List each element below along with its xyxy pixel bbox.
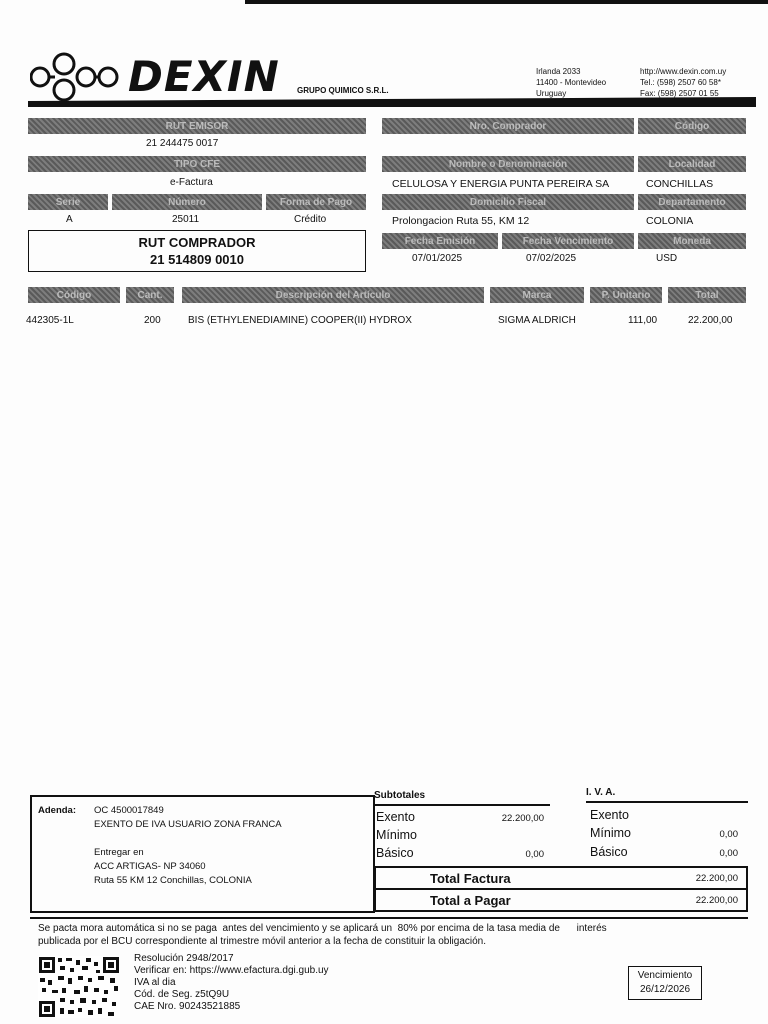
col-marca-header: Marca: [490, 287, 584, 303]
adenda-line: EXENTO DE IVA USUARIO ZONA FRANCA: [94, 819, 282, 830]
pago-label: Forma de Pago: [266, 194, 366, 210]
adenda-line: Entregar en: [94, 847, 144, 858]
col-codigo-header: Código: [28, 287, 120, 303]
col-unitario-header: P. Unitario: [590, 287, 662, 303]
iva-minimo-label: Mínimo: [590, 826, 631, 840]
numero-label: Número: [112, 194, 262, 210]
vencimiento-date: 26/12/2026: [639, 984, 691, 995]
iva-minimo-value: 0,00: [719, 829, 738, 840]
verification-url: Verificar en: https://www.efactura.dgi.gub.uy: [134, 965, 329, 976]
domicilio-label: Domicilio Fiscal: [382, 194, 634, 210]
rut-emisor-label: RUT EMISOR: [28, 118, 366, 134]
issuer-address: [536, 66, 606, 99]
col-descripcion-header: Descripción del Artículo: [182, 287, 484, 303]
iva-basico-label: Básico: [590, 845, 628, 859]
total-pagar-label: Total a Pagar: [430, 893, 511, 908]
qr-code-icon: [38, 956, 120, 1018]
iva-exento-label: Exento: [590, 808, 629, 822]
tipo-cfe-label: TIPO CFE: [28, 156, 366, 172]
moneda-value: USD: [656, 253, 678, 264]
item-unitario: 111,00: [628, 315, 658, 326]
footer-divider: [30, 917, 748, 919]
totals-box: [374, 866, 748, 912]
rut-comprador-box: [28, 230, 366, 272]
adenda-line: ACC ARTIGAS- NP 34060: [94, 861, 206, 872]
security-code: Cód. de Seg. z5tQ9U: [134, 989, 230, 1000]
adenda-box: [30, 795, 375, 913]
col-total-header: Total: [668, 287, 746, 303]
serie-value: A: [66, 214, 73, 225]
col-cant-header: Cant.: [126, 287, 174, 303]
rut-comprador-value: 21 514809 0010: [150, 252, 244, 267]
subtotales-rule: [374, 804, 550, 806]
nombre-label: Nombre o Denominación: [382, 156, 634, 172]
subtotales-title: Subtotales: [374, 790, 426, 801]
iva-status: IVA al dia: [134, 977, 176, 988]
iva-title: I. V. A.: [586, 787, 616, 798]
issuer-contact: [640, 66, 726, 99]
iva-basico-value: 0,00: [719, 848, 738, 859]
rut-comprador-title: RUT COMPRADOR: [138, 235, 256, 250]
resolution-line: Resolución 2948/2017: [134, 953, 234, 964]
subtotal-basico-label: Básico: [376, 846, 414, 860]
cae-number: CAE Nro. 90243521885: [134, 1001, 241, 1012]
total-factura-label: Total Factura: [430, 871, 511, 886]
address-line: Irlanda 2033: [536, 67, 581, 76]
total-pagar-value: 22.200,00: [695, 895, 738, 906]
address-line: 11400 - Montevideo: [536, 78, 607, 87]
top-edge-line: [245, 0, 768, 4]
adenda-label: Adenda:: [38, 805, 76, 816]
legal-notice: [38, 922, 738, 948]
logo-circles-icon: [30, 52, 130, 102]
nro-comprador-label: Nro. Comprador: [382, 118, 634, 134]
item-total: 22.200,00: [688, 315, 733, 326]
localidad-value: CONCHILLAS: [646, 178, 714, 190]
fecha-vencimiento-label: Fecha Vencimiento: [502, 233, 634, 249]
serie-label: Serie: [28, 194, 108, 210]
adenda-line: Ruta 55 KM 12 Conchillas, COLONIA: [94, 875, 252, 886]
pago-value: Crédito: [294, 214, 327, 225]
domicilio-value: Prolongacion Ruta 55, KM 12: [392, 215, 530, 227]
total-factura-value: 22.200,00: [695, 873, 738, 884]
brand-subtitle: GRUPO QUIMICO S.R.L.: [297, 86, 389, 95]
tipo-cfe-value: e-Factura: [170, 177, 213, 188]
fecha-vencimiento-value: 07/02/2025: [526, 253, 577, 264]
website: http://www.dexin.com.uy: [640, 67, 727, 76]
numero-value: 25011: [172, 214, 200, 225]
moneda-label: Moneda: [638, 233, 746, 249]
address-line: Uruguay: [536, 89, 567, 98]
item-cant: 200: [144, 315, 161, 326]
vencimiento-box: [628, 966, 702, 1000]
resolution-info: [134, 953, 329, 1013]
item-descripcion: BIS (ETHYLENEDIAMINE) COOPER(II) HYDROX: [188, 315, 412, 326]
adenda-line: OC 4500017849: [94, 805, 164, 816]
localidad-label: Localidad: [638, 156, 746, 172]
vencimiento-label: Vencimiento: [637, 970, 693, 981]
subtotal-exento-label: Exento: [376, 810, 415, 824]
nombre-value: CELULOSA Y ENERGIA PUNTA PEREIRA SA: [392, 178, 610, 190]
totals-divider: [376, 888, 746, 890]
subtotal-minimo-label: Mínimo: [376, 828, 417, 842]
legal-line: Se pacta mora automática si no se paga antes del vencimiento y se aplicará un 80% por encima de la tasa media de interés: [38, 923, 607, 934]
rut-emisor-value: 21 244475 0017: [146, 138, 219, 149]
brand-logo: DEXIN: [128, 52, 280, 101]
subtotal-basico-value: 0,00: [525, 849, 544, 860]
legal-line: publicada por el BCU correspondiente al trimestre móvil anterior a la fecha de constituir la obligación.: [38, 936, 487, 947]
phone: Tel.: (598) 2507 60 58*: [640, 78, 721, 87]
item-codigo: 442305-1L: [26, 315, 74, 326]
departamento-label: Departamento: [638, 194, 746, 210]
fecha-emision-label: Fecha Emisión: [382, 233, 498, 249]
item-marca: SIGMA ALDRICH: [498, 315, 576, 326]
codigo-label: Código: [638, 118, 746, 134]
subtotal-exento-value: 22.200,00: [501, 813, 544, 824]
fax: Fax: (598) 2507 01 55: [640, 89, 719, 98]
iva-rule: [586, 801, 748, 803]
fecha-emision-value: 07/01/2025: [412, 253, 463, 264]
departamento-value: COLONIA: [646, 215, 694, 227]
